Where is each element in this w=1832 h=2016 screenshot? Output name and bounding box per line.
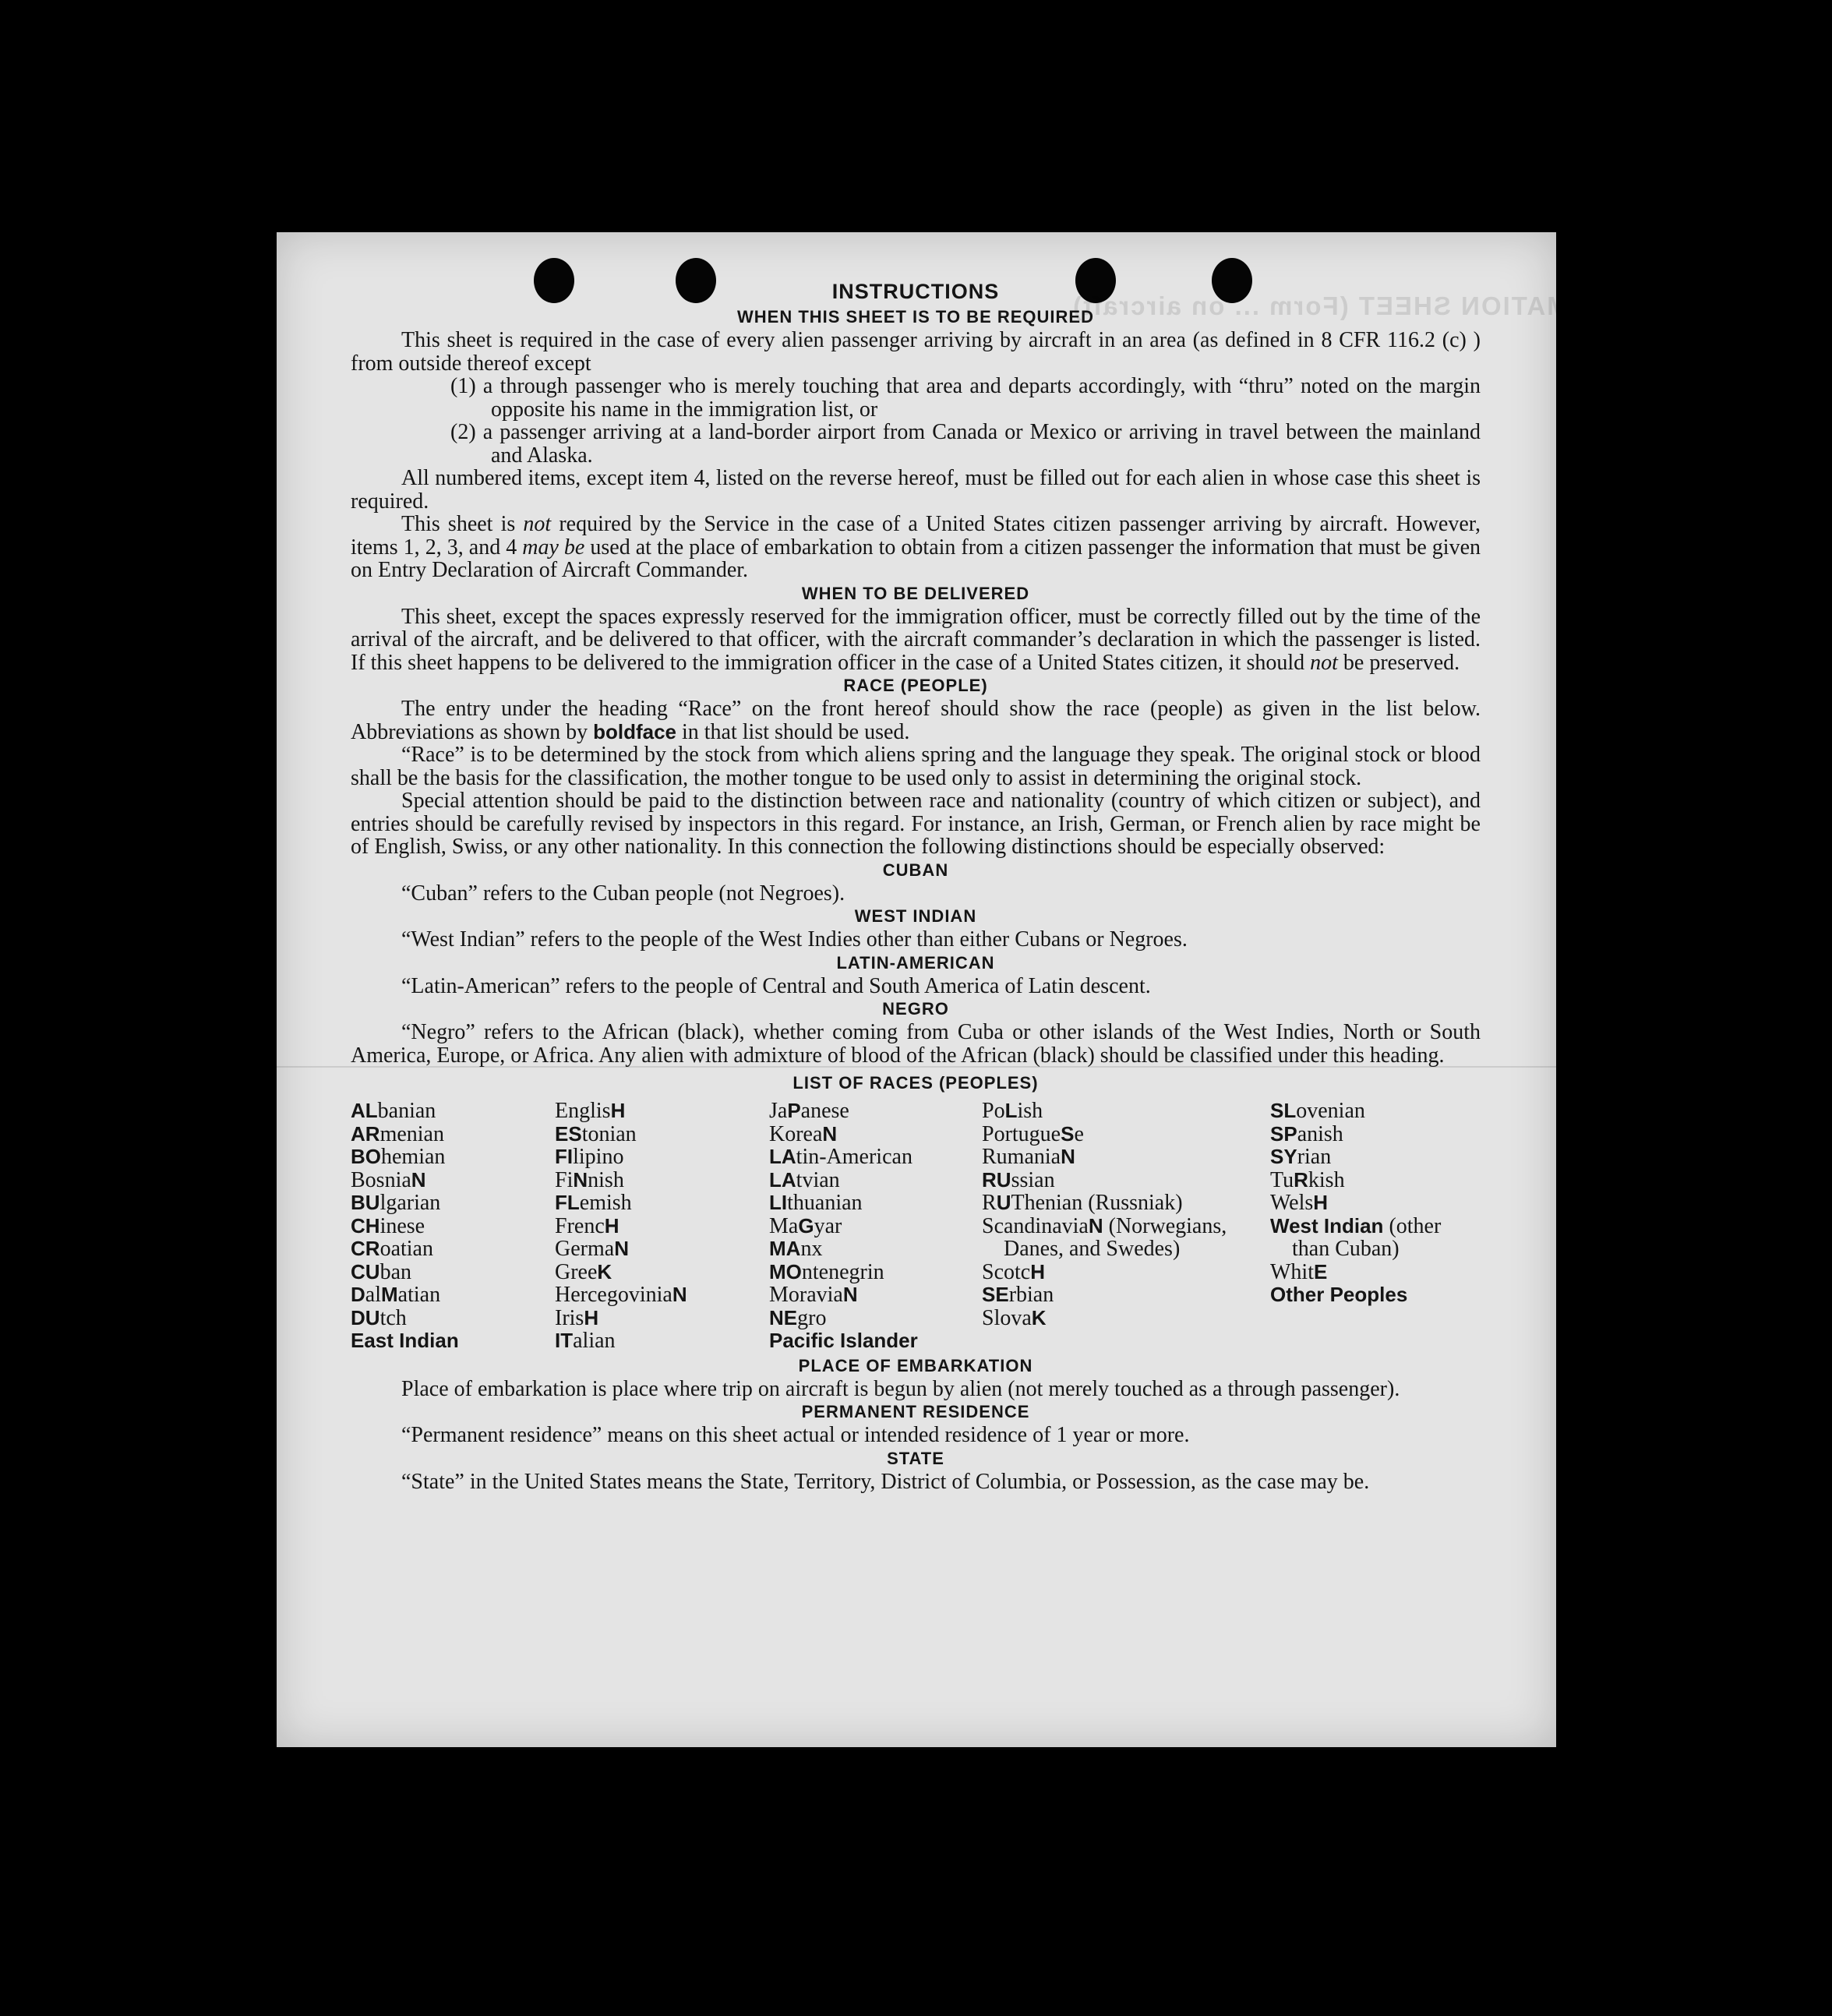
race-text: Rumania (982, 1145, 1061, 1169)
race-entry (555, 1261, 769, 1284)
race-entry (555, 1329, 769, 1353)
race-text: menian (379, 1121, 444, 1146)
exception-item: (1) a through passenger who is merely touching that area and departs accordingly, with “thru” noted on the margin opposite his name in the immigration list, or (450, 374, 1481, 422)
race-text: inese (379, 1213, 425, 1238)
race-text: tch (379, 1305, 407, 1330)
race-entry (351, 1100, 555, 1123)
race-text: Korea (769, 1121, 823, 1146)
race-abbreviation: DU (351, 1305, 380, 1329)
race-text: al (365, 1283, 381, 1307)
instructions-body (351, 277, 1481, 1493)
race-text: Slova (982, 1305, 1032, 1330)
section-heading-residence: PERMANENT RESIDENCE (801, 1402, 1030, 1421)
section-heading-state: STATE (887, 1448, 944, 1468)
race-abbreviation: Other Peoples (1270, 1283, 1408, 1306)
race-entry (351, 1146, 555, 1169)
race-abbreviation: H (584, 1305, 599, 1329)
race-abbreviation: East Indian (351, 1329, 459, 1352)
race-text: atian (397, 1283, 441, 1307)
race-entry (982, 1100, 1270, 1123)
text-run: required by the Service in the case of a United States citizen passenger arriving by aircraft. However, items 1, 2, 3, and 4 (351, 512, 1481, 560)
race-entry (351, 1237, 555, 1261)
race-entry (1270, 1169, 1481, 1192)
race-abbreviation: CU (351, 1259, 380, 1283)
race-entry (351, 1123, 555, 1146)
race-text: banian (377, 1099, 436, 1123)
race-abbreviation: K (1031, 1305, 1047, 1329)
race-text: Gree (555, 1259, 598, 1284)
text-run: be preserved. (1337, 650, 1460, 675)
section-heading-latin-american: LATIN-AMERICAN (836, 952, 995, 973)
race-entry (769, 1307, 982, 1330)
race-text: Ma (769, 1213, 799, 1238)
race-abbreviation: AL (351, 1099, 378, 1122)
race-entry (1270, 1283, 1481, 1307)
race-entry (1270, 1146, 1481, 1169)
race-entry (1270, 1215, 1481, 1261)
race-text: rbian (1008, 1283, 1054, 1307)
race-entry (769, 1329, 982, 1353)
race-text: Thenian (Russniak) (1011, 1191, 1183, 1215)
race-abbreviation: N (672, 1283, 687, 1306)
race-text: lipino (573, 1145, 624, 1169)
race-abbreviation: LA (769, 1145, 796, 1168)
race-text: Tu (1270, 1167, 1294, 1192)
race-abbreviation: LI (769, 1191, 788, 1214)
text-run: in that list should be used. (676, 719, 910, 744)
race-abbreviation: N (822, 1121, 838, 1146)
race-abbreviation: K (597, 1259, 612, 1283)
race-abbreviation: U (996, 1191, 1011, 1214)
race-text: (other than Cuban) (1292, 1213, 1442, 1261)
race-entry (1270, 1100, 1481, 1123)
race-text: lgarian (379, 1191, 441, 1215)
race-entry (769, 1123, 982, 1146)
race-text: Germa (555, 1237, 615, 1261)
race-abbreviation: SE (982, 1283, 1009, 1306)
race-entry (351, 1261, 555, 1284)
definition-cuban: “Cuban” refers to the Cuban people (not Negroes). (401, 881, 845, 906)
section-heading-west-indian: WEST INDIAN (854, 906, 977, 926)
race-entry (351, 1215, 555, 1238)
race-abbreviation: BU (351, 1191, 380, 1214)
race-entry (1270, 1192, 1481, 1215)
race-text: Frenc (555, 1213, 605, 1238)
race-text: tonian (581, 1121, 637, 1146)
definition-embarkation: Place of embarkation is place where trip on aircraft is begun by alien (not merely touched as a through passenger). (401, 1376, 1400, 1401)
race-entry (555, 1100, 769, 1123)
paragraph: All numbered items, except item 4, listed on the reverse hereof, must be filled out for each alien in whose case this sheet is required. (351, 466, 1481, 514)
section-heading-embarkation: PLACE OF EMBARKATION (798, 1355, 1033, 1375)
race-abbreviation: FI (555, 1145, 574, 1168)
definition-west-indian: “West Indian” refers to the people of the West Indies other than either Cubans or Negroes. (401, 927, 1188, 952)
text-run: This sheet is (401, 512, 524, 536)
races-list (351, 1100, 1481, 1353)
paragraph (351, 513, 1481, 582)
race-entry (1270, 1123, 1481, 1146)
race-text: anish (1297, 1121, 1343, 1146)
race-entry (769, 1215, 982, 1238)
race-text: e (1074, 1121, 1084, 1146)
race-text: hemian (381, 1145, 446, 1169)
text-run: The entry under the heading “Race” on the front hereof should show the race (people) as given in the list below. Abbreviations as shown by (351, 697, 1481, 744)
race-text: Scandinavia (982, 1213, 1089, 1238)
race-abbreviation: IT (555, 1329, 574, 1352)
race-abbreviation: NE (769, 1305, 798, 1329)
race-text: ssian (1011, 1167, 1055, 1192)
race-abbreviation: CR (351, 1237, 380, 1260)
race-abbreviation: LA (769, 1167, 796, 1192)
race-text: Bosnia (351, 1167, 411, 1192)
italic-text: may be (522, 535, 585, 560)
race-entry (769, 1261, 982, 1284)
race-text: Moravia (769, 1283, 843, 1307)
race-abbreviation: ES (555, 1121, 582, 1146)
race-entry (769, 1169, 982, 1192)
race-abbreviation: H (1313, 1191, 1329, 1214)
paragraph: “Race” is to be determined by the stock from which aliens spring and the language they speak. The original stock or blood shall be the basis for the classification, the mother tongue to be used only to assist in determining the original stock. (351, 743, 1481, 790)
section-heading-negro: NEGRO (882, 999, 949, 1019)
race-abbreviation: FL (555, 1191, 580, 1214)
race-abbreviation: AR (351, 1121, 380, 1146)
race-abbreviation: H (604, 1213, 619, 1237)
races-column (351, 1100, 555, 1353)
race-abbreviation: CH (351, 1213, 380, 1237)
paragraph (351, 697, 1481, 743)
race-text: rian (1297, 1145, 1332, 1169)
race-entry (555, 1123, 769, 1146)
race-text: nish (588, 1167, 624, 1192)
race-text: tin-American (796, 1145, 912, 1169)
bleed-through-text: INFORMATION SHEET (Form ... on aircraft) (1071, 291, 1657, 320)
races-column (982, 1100, 1270, 1353)
race-entry (351, 1283, 555, 1307)
race-text: tvian (796, 1167, 840, 1192)
definition-negro: “Negro” refers to the African (black), whether coming from Cuba or other islands of the West Indies, North or South America, Europe, or Africa. Any alien with admixture of blood of the African (black) should be classified under this heading. (351, 1020, 1481, 1068)
page-title: INSTRUCTIONS (831, 280, 1000, 303)
race-abbreviation: BO (351, 1145, 381, 1168)
race-abbreviation: N (411, 1167, 426, 1192)
race-text: Po (982, 1099, 1005, 1123)
race-abbreviation: N (573, 1167, 588, 1192)
race-abbreviation: M (381, 1283, 398, 1306)
race-entry (555, 1146, 769, 1169)
race-entry (769, 1192, 982, 1215)
race-abbreviation: H (610, 1099, 626, 1122)
race-text: Englis (555, 1099, 611, 1123)
definition-residence: “Permanent residence” means on this sheet actual or intended residence of 1 year or more. (401, 1423, 1190, 1447)
race-abbreviation: P (787, 1099, 801, 1122)
race-entry (982, 1146, 1270, 1169)
race-text: Hercegovinia (555, 1283, 672, 1307)
races-column (555, 1100, 769, 1353)
race-abbreviation: N (842, 1283, 858, 1306)
race-text: Fi (555, 1167, 574, 1192)
race-abbreviation: SY (1270, 1145, 1297, 1168)
race-entry (769, 1237, 982, 1261)
race-text: ish (1017, 1099, 1043, 1123)
exception-item: (2) a passenger arriving at a land-border airport from Canada or Mexico or arriving in travel between the mainland and Alaska. (450, 420, 1481, 468)
race-entry (555, 1237, 769, 1261)
race-entry (1270, 1261, 1481, 1284)
race-entry (555, 1169, 769, 1192)
race-text: Whit (1270, 1259, 1314, 1284)
race-text: nx (800, 1237, 823, 1261)
race-abbreviation: E (1314, 1259, 1328, 1283)
race-abbreviation: R (1294, 1167, 1308, 1192)
race-text: kish (1308, 1167, 1345, 1192)
races-column (1270, 1100, 1481, 1353)
race-entry (351, 1329, 555, 1353)
race-entry (982, 1123, 1270, 1146)
race-text: yar (814, 1213, 842, 1238)
race-abbreviation: SP (1270, 1121, 1297, 1146)
italic-text: not (1310, 650, 1338, 675)
section-heading-cuban: CUBAN (882, 860, 949, 880)
race-entry (982, 1215, 1270, 1261)
race-entry (769, 1146, 982, 1169)
race-abbreviation: MA (769, 1237, 801, 1260)
race-abbreviation: D (351, 1283, 365, 1306)
race-text: (Norwegians, Danes, and Swedes) (1004, 1213, 1227, 1261)
race-abbreviation: G (798, 1213, 814, 1237)
race-text: Wels (1270, 1191, 1314, 1215)
section-heading-races-list: LIST OF RACES (PEOPLES) (792, 1073, 1039, 1093)
race-entry (769, 1283, 982, 1307)
race-text: ntenegrin (801, 1259, 884, 1284)
section-heading-required: WHEN THIS SHEET IS TO BE REQUIRED (737, 307, 1094, 327)
race-text: ovenian (1296, 1099, 1365, 1123)
race-entry (982, 1307, 1270, 1330)
race-abbreviation: MO (769, 1259, 802, 1283)
race-abbreviation: N (614, 1237, 629, 1260)
instruction-sheet (277, 232, 1657, 1747)
section-heading-delivered: WHEN TO BE DELIVERED (801, 583, 1030, 603)
race-entry (982, 1283, 1270, 1307)
race-text: R (982, 1191, 997, 1215)
race-text: Iris (555, 1305, 584, 1330)
race-entry (555, 1283, 769, 1307)
race-entry (769, 1100, 982, 1123)
definition-state: “State” in the United States means the State, Territory, District of Columbia, or Possession, as the case may be. (401, 1469, 1370, 1494)
race-entry (351, 1192, 555, 1215)
race-text: Scotc (982, 1259, 1031, 1284)
race-abbreviation: SL (1270, 1099, 1297, 1122)
race-text: Ja (769, 1099, 788, 1123)
races-column (769, 1100, 982, 1353)
race-abbreviation: West Indian (1270, 1213, 1384, 1237)
race-text: gro (797, 1305, 827, 1330)
race-text: alian (573, 1329, 616, 1353)
race-abbreviation: H (1030, 1259, 1045, 1283)
italic-text: not (523, 512, 552, 536)
paragraph: This sheet is required in the case of every alien passenger arriving by aircraft in an area (as defined in 8 CFR 116.2 (c) ) from outside thereof except (351, 328, 1481, 376)
race-abbreviation: L (1004, 1099, 1018, 1122)
definition-latin-american: “Latin-American” refers to the people of Central and South America of Latin descent. (401, 973, 1151, 998)
race-entry (982, 1169, 1270, 1192)
race-abbreviation: S (1061, 1121, 1075, 1146)
text-run: This sheet, except the spaces expressly reserved for the immigration officer, must be correctly filled out by the time of the arrival of the aircraft, and be delivered to that officer, with the aircraft commander’s declaration in which the passenger is listed. If this sheet happens to be delivered to the immigration officer in the case of a United States citizen, it should (351, 604, 1481, 675)
race-entry (982, 1192, 1270, 1215)
race-text: oatian (379, 1237, 433, 1261)
paragraph (351, 606, 1481, 675)
race-entry (555, 1215, 769, 1238)
race-entry (351, 1307, 555, 1330)
race-entry (555, 1192, 769, 1215)
bold-text: boldface (593, 719, 676, 743)
paragraph: Special attention should be paid to the distinction between race and nationality (country of which citizen or subject), and entries should be carefully revised by inspectors in this regard. For instance, an Irish, German, or French alien by race might be of English, Swiss, or any other nationality. In this connection the following distinctions should be especially observed: (351, 789, 1481, 859)
race-abbreviation: RU (982, 1167, 1011, 1192)
race-abbreviation: Pacific Islander (769, 1329, 918, 1352)
race-entry (555, 1307, 769, 1330)
race-abbreviation: N (1088, 1213, 1103, 1237)
text-run: used at the place of embarkation to obtain from a citizen passenger the information that must be given on Entry Declaration of Aircraft Commander. (351, 535, 1481, 582)
race-text: ban (379, 1259, 411, 1284)
section-heading-race: RACE (PEOPLE) (843, 676, 988, 695)
race-text: Portugue (982, 1121, 1061, 1146)
race-text: anese (800, 1099, 849, 1123)
race-entry (351, 1169, 555, 1192)
race-text: thuanian (787, 1191, 863, 1215)
race-entry (982, 1261, 1270, 1284)
race-text: emish (579, 1191, 632, 1215)
race-abbreviation: N (1061, 1145, 1075, 1168)
